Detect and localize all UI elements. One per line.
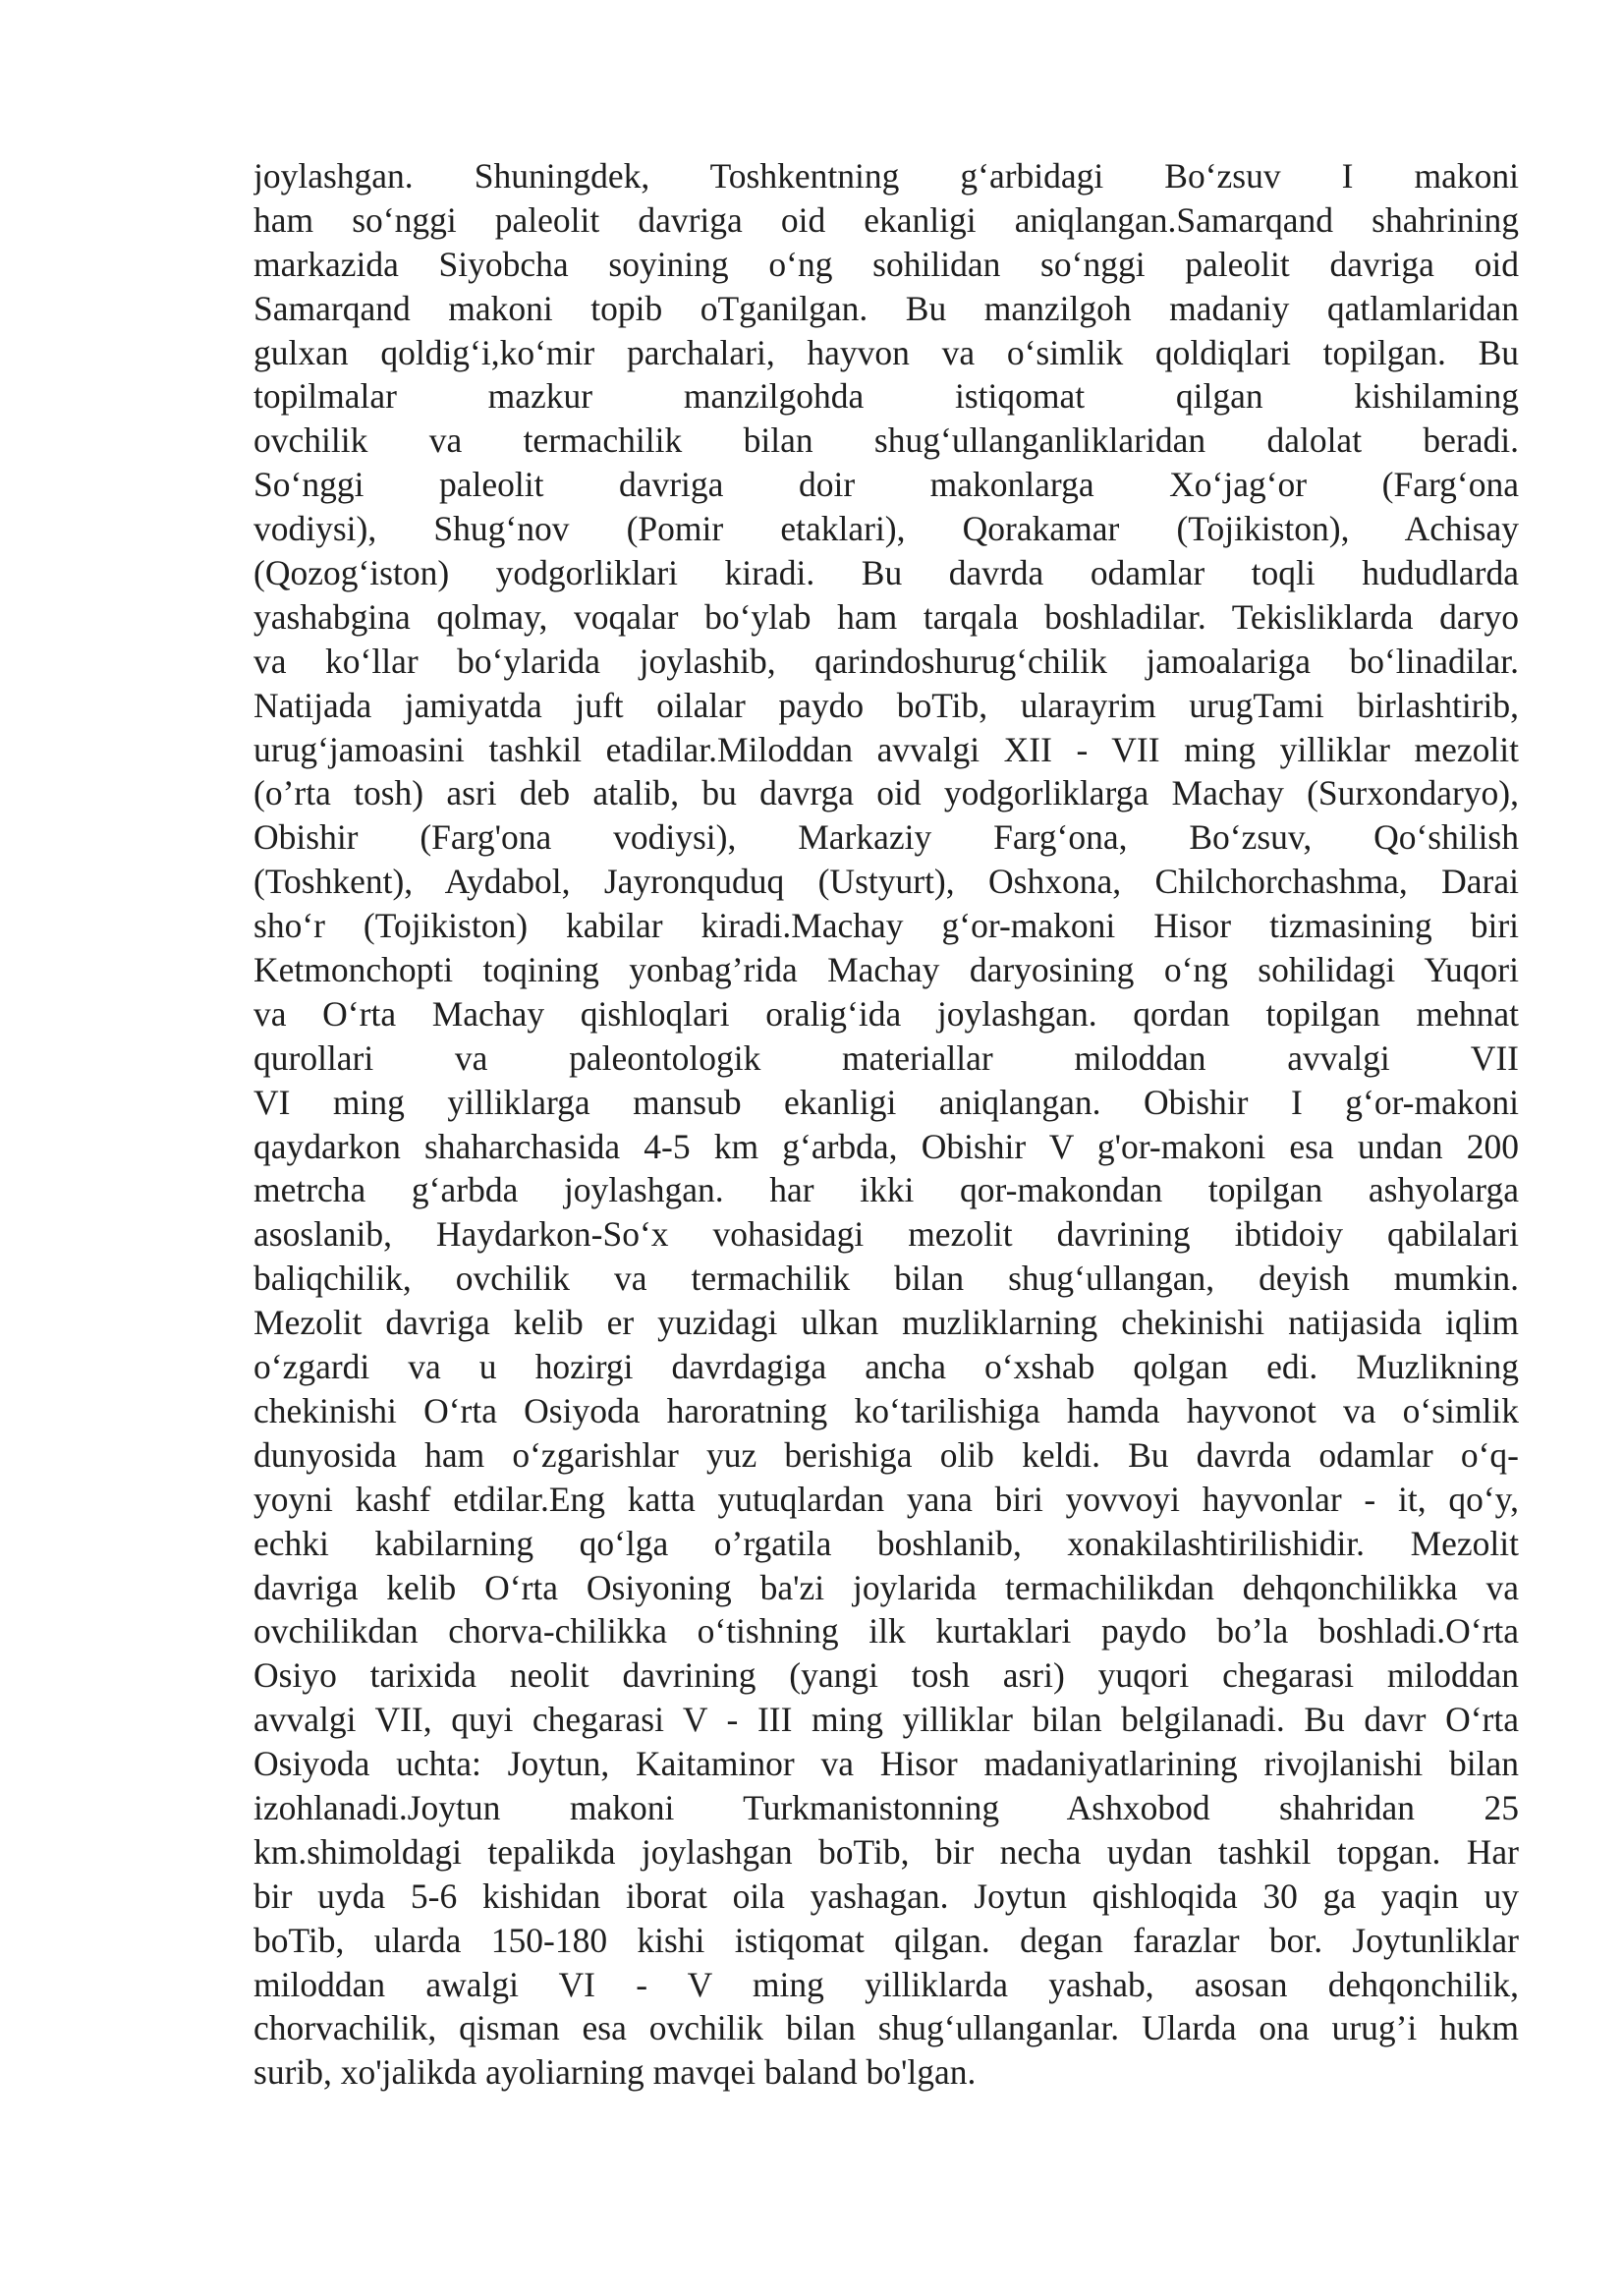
- text-line: echki kabilarning qo‘lga o’rgatila boshlanib, xonakilashtirilishidir. Mezolit: [253, 1523, 1519, 1563]
- text-line: ovchilikdan chorva-chilikka o‘tishning ilk kurtaklari paydo bo’la boshladi.O‘rta: [253, 1611, 1519, 1652]
- text-line: baliqchilik, ovchilik va termachilik bilan shug‘ullangan, deyish mumkin.: [253, 1259, 1519, 1299]
- text-line: Natijada jamiyatda juft oilalar paydo boTib, ularayrim urugTami birlashtirib,: [253, 685, 1519, 725]
- text-line: chorvachilik, qisman esa ovchilik bilan shug‘ullanganlar. Ularda ona urug’i hukm: [253, 2008, 1519, 2048]
- text-line: avvalgi VII, quyi chegarasi V - III ming yilliklar bilan belgilanadi. Bu davr O‘rta: [253, 1700, 1519, 1740]
- text-line: metrcha g‘arbda joylashgan. har ikki qor-makondan topilgan ashyolarga: [253, 1170, 1519, 1210]
- text-line: bir uyda 5-6 kishidan iborat oila yashagan. Joytun qishloqida 30 ga yaqin uy: [253, 1876, 1519, 1916]
- text-line: o‘zgardi va u hozirgi davrdagiga ancha o‘xshab qolgan edi. Muzlikning: [253, 1347, 1519, 1387]
- text-line: asoslanib, Haydarkon-So‘x vohasidagi mezolit davrining ibtidoiy qabilalari: [253, 1214, 1519, 1255]
- text-line: yoyni kashf etdilar.Eng katta yutuqlardan yana biri yovvoyi hayvonlar - it, qo‘y,: [253, 1479, 1519, 1519]
- text-line: VI ming yilliklarga mansub ekanligi aniqlangan. Obishir I g‘or-makoni: [253, 1082, 1519, 1122]
- text-line: So‘nggi paleolit davriga doir makonlarga Xo‘jag‘or (Farg‘ona: [253, 465, 1519, 505]
- text-line: urug‘jamoasini tashkil etadilar.Miloddan avvalgi XII - VII ming yilliklar mezolit: [253, 729, 1519, 769]
- text-line: dunyosida ham o‘zgarishlar yuz berishiga olib keldi. Bu davrda odamlar o‘q-: [253, 1434, 1519, 1475]
- body-paragraph: [253, 154, 1519, 2095]
- text-line: (Toshkent), Aydabol, Jayronquduq (Ustyurt), Oshxona, Chilchorchashma, Darai: [253, 862, 1519, 902]
- text-line: km.shimoldagi tepalikda joylashgan boTib, bir necha uydan tashkil topgan. Har: [253, 1831, 1519, 1872]
- text-line: chekinishi O‘rta Osiyoda haroratning ko‘tarilishiga hamda hayvonot va o‘simlik: [253, 1390, 1519, 1430]
- text-line: miloddan awalgi VI - V ming yilliklarda yashab, asosan dehqonchilik,: [253, 1964, 1519, 2004]
- text-line: surib, xo'jalikda ayoliarning mavqei baland bo'lgan.: [253, 2052, 977, 2093]
- text-line: va ko‘llar bo‘ylarida joylashib, qarindoshurug‘chilik jamoalariga bo‘linadilar.: [253, 641, 1519, 681]
- text-line: Samarqand makoni topib oTganilgan. Bu manzilgoh madaniy qatlamlaridan: [253, 288, 1519, 328]
- text-line: (Qozog‘iston) yodgorliklari kiradi. Bu davrda odamlar toqli hududlarda: [253, 553, 1519, 593]
- text-line: sho‘r (Tojikiston) kabilar kiradi.Machay g‘or-makoni Hisor tizmasining biri: [253, 906, 1519, 946]
- text-line: Mezolit davriga kelib er yuzidagi ulkan muzliklarning chekinishi natijasida iqlim: [253, 1303, 1519, 1343]
- text-line: markazida Siyobcha soyining o‘ng sohilidan so‘nggi paleolit davriga oid: [253, 244, 1519, 284]
- text-line: yashabgina qolmay, voqalar bo‘ylab ham tarqala boshladilar. Tekisliklarda daryo: [253, 596, 1519, 637]
- text-line: ham so‘nggi paleolit davriga oid ekanligi aniqlangan.Samarqand shahrining: [253, 199, 1519, 240]
- text-line: qurollari va paleontologik materiallar miloddan avvalgi VII: [253, 1037, 1519, 1078]
- text-line: izohlanadi.Joytun makoni Turkmanistonning Ashxobod shahridan 25: [253, 1787, 1519, 1827]
- text-line: Osiyo tarixida neolit davrining (yangi tosh asri) yuqori chegarasi miloddan: [253, 1655, 1519, 1696]
- text-line: (o’rta tosh) asri deb atalib, bu davrga oid yodgorliklarga Machay (Surxondaryo),: [253, 773, 1519, 813]
- text-line: va O‘rta Machay qishloqlari oralig‘ida joylashgan. qordan topilgan mehnat: [253, 993, 1519, 1034]
- text-line: vodiysi), Shug‘nov (Pomir etaklari), Qorakamar (Tojikiston), Achisay: [253, 509, 1519, 549]
- text-line: Ketmonchopti toqining yonbag’rida Machay daryosining o‘ng sohilidagi Yuqori: [253, 950, 1519, 990]
- text-line: Obishir (Farg'ona vodiysi), Markaziy Farg‘ona, Bo‘zsuv, Qo‘shilish: [253, 817, 1519, 858]
- text-line: topilmalar mazkur manzilgohda istiqomat qilgan kishilaming: [253, 376, 1519, 417]
- text-line: Osiyoda uchta: Joytun, Kaitaminor va Hisor madaniyatlarining rivojlanishi bilan: [253, 1744, 1519, 1784]
- text-line: gulxan qoldig‘i,ko‘mir parchalari, hayvon va o‘simlik qoldiqlari topilgan. Bu: [253, 332, 1519, 372]
- text-line: ovchilik va termachilik bilan shug‘ullanganliklaridan dalolat beradi.: [253, 420, 1519, 461]
- text-line: boTib, ularda 150-180 kishi istiqomat qilgan. degan farazlar bor. Joytunliklar: [253, 1920, 1519, 1960]
- text-line: qaydarkon shaharchasida 4-5 km g‘arbda, Obishir V g'or-makoni esa undan 200: [253, 1126, 1519, 1166]
- text-line: davriga kelib O‘rta Osiyoning ba'zi joylarida termachilikdan dehqonchilikka va: [253, 1567, 1519, 1607]
- text-line: joylashgan. Shuningdek, Toshkentning g‘arbidagi Bo‘zsuv I makoni: [253, 156, 1519, 196]
